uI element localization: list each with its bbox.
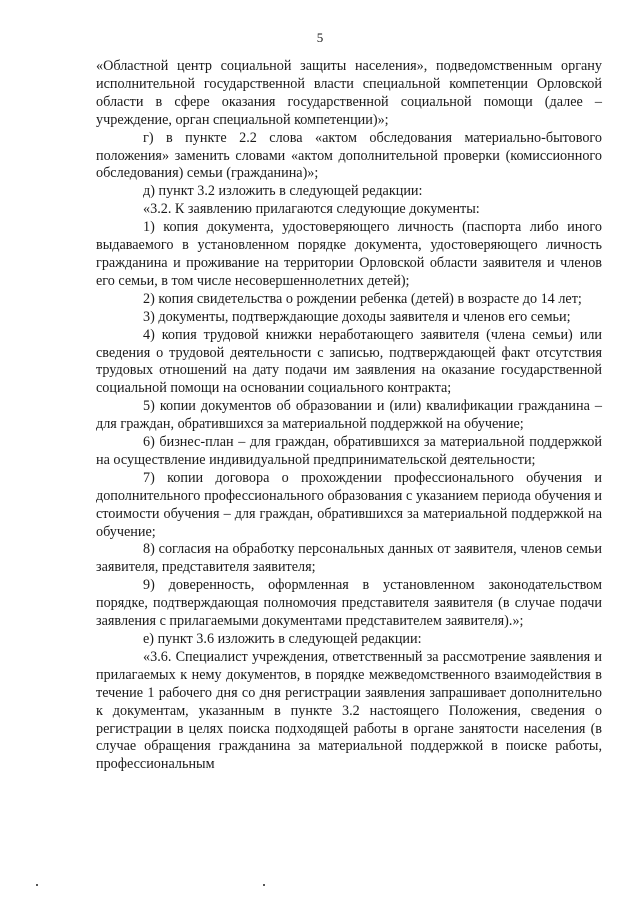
paragraph: «3.6. Специалист учреждения, ответственный за рассмотрение заявления и прилагаемых к нему документов, в порядке межведомственного взаимодействия в течение 1 рабочего дня со дня регистрации заявления запрашивает дополнительно к документам, указанным в пункте 3.2 настоящего Положения, сведения о регистрации в целях поиска подходящей работы в органе занятости населения (в случае обращения гражданина за материальной поддержкой в поиске работы, профессиональным — [96, 648, 602, 773]
page-number: 5 — [316, 30, 324, 45]
paragraph: 3) документы, подтверждающие доходы заявителя и членов его семьи; — [143, 308, 571, 325]
paragraph: е) пункт 3.6 изложить в следующей редакции: — [143, 631, 422, 647]
paragraph: 8) согласия на обработку персональных данных от заявителя, членов семьи заявителя, представителя заявителя; — [96, 541, 602, 576]
paragraph: «Областной центр социальной защиты населения», подведомственным органу исполнительной государственной власти специальной компетенции Орловской области в сфере оказания государственной социальной помощи (далее – учреждение, орган специальной компетенции)»; — [96, 58, 602, 128]
scan-artifact-dot — [36, 884, 38, 886]
paragraph: 2) копия свидетельства о рождении ребенка (детей) в возрасте до 14 лет; — [143, 290, 582, 307]
paragraph: д) пункт 3.2 изложить в следующей редакции: — [143, 183, 423, 200]
paragraph: 9) доверенность, оформленная в установленном законодательством порядке, подтверждающая полномочия представителя заявителя (в случае подачи заявления с прилагаемыми документами представителем заявителя).»; — [96, 577, 602, 630]
paragraph: 5) копии документов об образовании и (или) квалификации гражданина – для граждан, обратившихся за материальной поддержкой на обучение; — [96, 398, 602, 433]
paragraph: 4) копия трудовой книжки неработающего заявителя (члена семьи) или сведения о трудовой деятельности с записью, подтверждающей факт отсутствия трудовых отношений на дату подачи им заявления на оказание государственной социальной помощи на основании социального контракта; — [96, 326, 602, 397]
document-body — [96, 58, 602, 774]
scan-artifact-dot — [263, 884, 265, 886]
paragraph: 6) бизнес-план – для граждан, обратившихся за материальной поддержкой на осуществление индивидуальной предпринимательской деятельности; — [96, 434, 602, 468]
paragraph: 1) копия документа, удостоверяющего личность (паспорта либо иного выдаваемого в установленном порядке документа, удостоверяющего личность гражданина и проживание на территории Орловской области заявителя и членов его семьи, в том числе несовершеннолетних детей); — [96, 219, 602, 289]
paragraph: 7) копии договора о прохождении профессионального обучения и дополнительного профессионального образования с указанием периода обучения и стоимости обучения – для граждан, обратившихся за материальной поддержкой на обучение; — [96, 469, 602, 540]
paragraph: г) в пункте 2.2 слова «актом обследования материально-бытового положения» заменить словами «актом дополнительной проверки (комиссионного обследования) семьи (гражданина)»; — [96, 129, 602, 182]
paragraph: «3.2. К заявлению прилагаются следующие документы: — [143, 201, 480, 218]
